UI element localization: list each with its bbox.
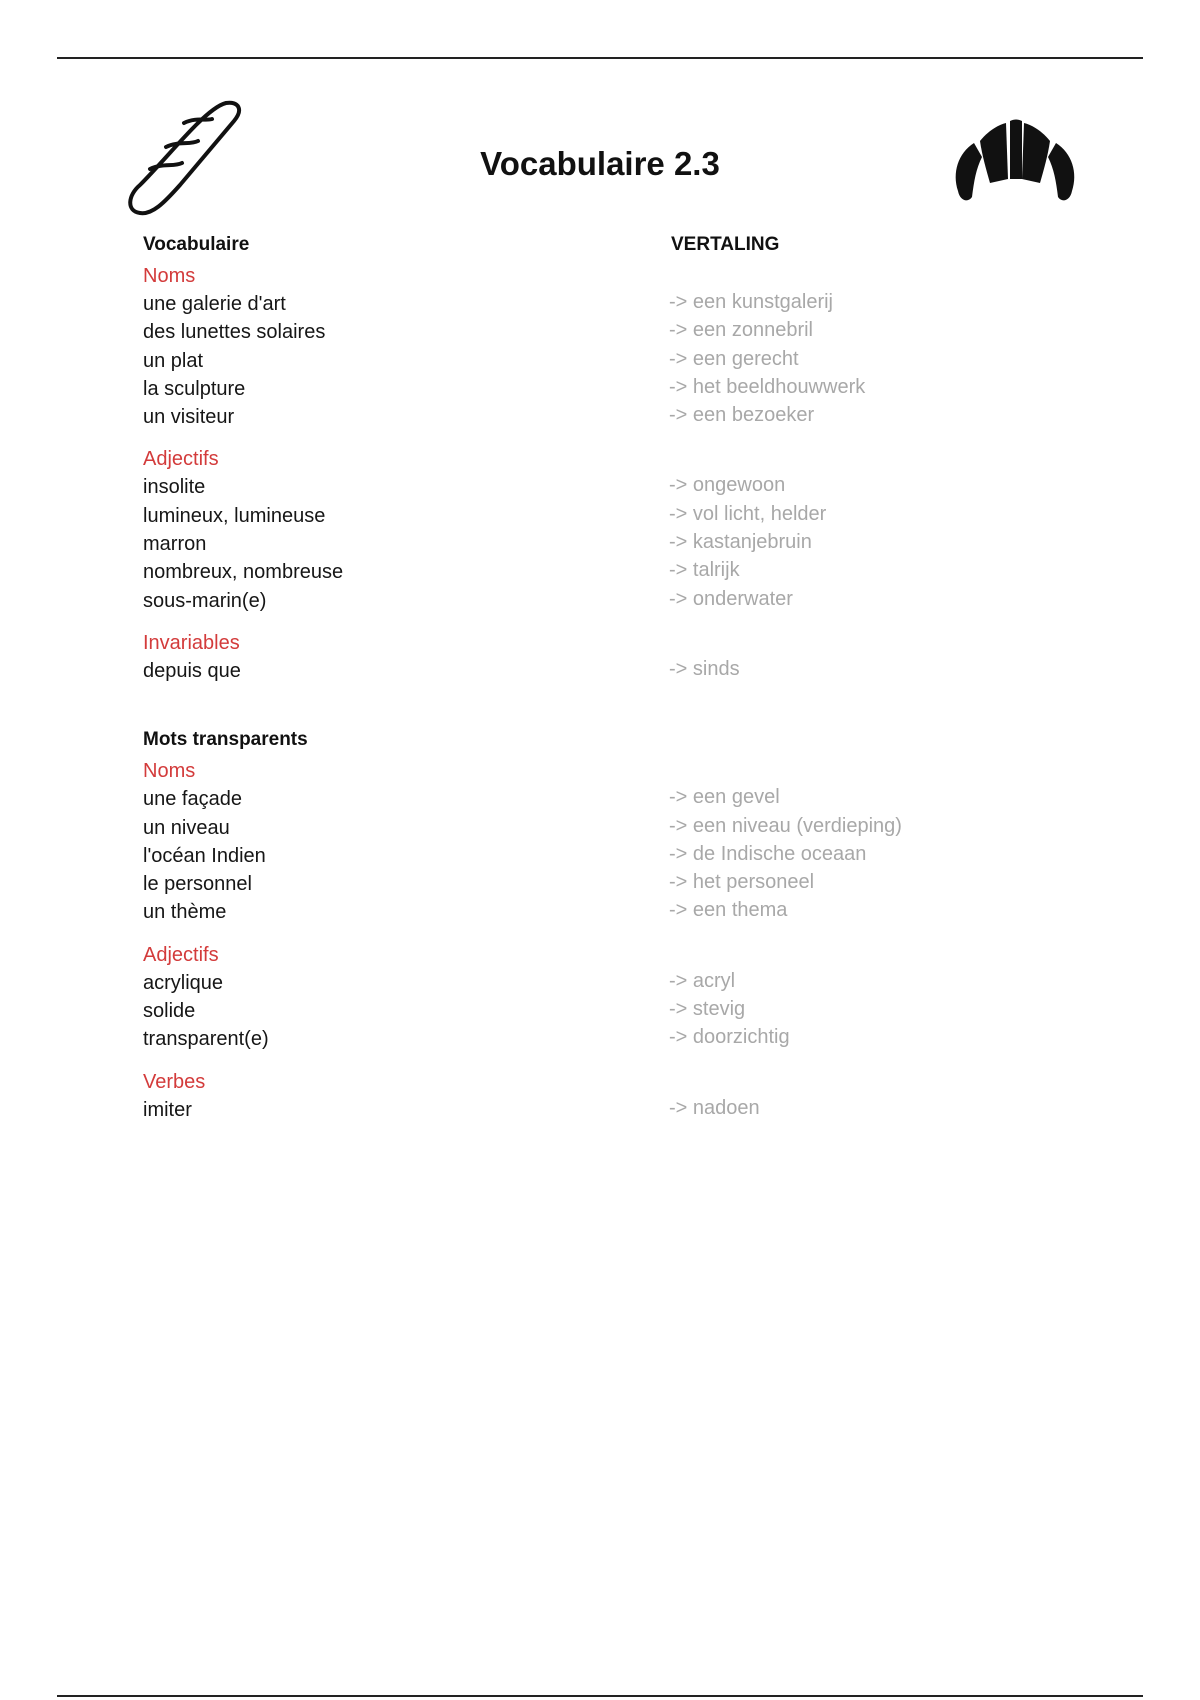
french-word: le personnel bbox=[143, 873, 252, 896]
french-word: acrylique bbox=[143, 971, 224, 994]
group-title: Verbes bbox=[143, 1070, 206, 1093]
french-word: transparent(e) bbox=[143, 1028, 269, 1051]
french-word: l'océan Indien bbox=[143, 844, 266, 867]
bottom-rule bbox=[57, 1695, 1143, 1697]
dutch-translation: -> een gevel bbox=[669, 786, 780, 809]
vocab-row bbox=[143, 347, 1143, 375]
dutch-translation: -> een zonnebril bbox=[669, 319, 813, 342]
dutch-translation: -> talrijk bbox=[669, 559, 740, 582]
french-word: sous-marin(e) bbox=[143, 589, 267, 612]
croissant-icon bbox=[950, 113, 1080, 208]
vocab-row bbox=[143, 969, 1143, 997]
french-word: marron bbox=[143, 533, 207, 556]
vocab-row bbox=[143, 657, 1143, 685]
french-word: insolite bbox=[143, 476, 206, 499]
french-word: des lunettes solaires bbox=[143, 321, 326, 344]
dutch-translation: -> het beeldhouwwerk bbox=[669, 375, 866, 398]
dutch-translation: -> een bezoeker bbox=[669, 404, 815, 427]
french-word: une galerie d'art bbox=[143, 293, 286, 315]
vocab-row bbox=[143, 530, 1143, 558]
top-rule bbox=[57, 57, 1143, 59]
group-adjectifs bbox=[143, 941, 1143, 1054]
vocab-row bbox=[143, 290, 1143, 318]
french-word: lumineux, lumineuse bbox=[143, 504, 326, 527]
group-verbes bbox=[143, 1068, 1143, 1124]
vocab-row bbox=[143, 898, 1143, 926]
vocab-row bbox=[143, 403, 1143, 431]
page-title: Vocabulaire 2.3 bbox=[480, 145, 720, 182]
section-heading: Vocabulaire bbox=[143, 234, 250, 255]
vocab-row bbox=[143, 558, 1143, 586]
vocab-row bbox=[143, 997, 1143, 1025]
french-word: une façade bbox=[143, 788, 242, 811]
group-noms bbox=[143, 262, 1143, 431]
dutch-translation: -> stevig bbox=[669, 998, 746, 1021]
group-title: Adjectifs bbox=[143, 943, 219, 966]
french-word: un thème bbox=[143, 901, 227, 924]
dutch-translation: -> ongewoon bbox=[669, 474, 786, 497]
group-title: Noms bbox=[143, 760, 196, 783]
dutch-translation: -> vol licht, helder bbox=[669, 502, 827, 525]
section-heading: Mots transparents bbox=[143, 729, 308, 751]
vocab-row bbox=[143, 814, 1143, 842]
vocab-row bbox=[143, 587, 1143, 615]
group-title: Noms bbox=[143, 265, 196, 287]
translation-column-heading: VERTALING bbox=[671, 234, 780, 255]
vocab-row bbox=[143, 473, 1143, 501]
dutch-translation: -> acryl bbox=[669, 969, 736, 992]
dutch-translation: -> nadoen bbox=[669, 1096, 760, 1119]
french-word: depuis que bbox=[143, 659, 241, 682]
dutch-translation: -> het personeel bbox=[669, 871, 815, 894]
section-spacer bbox=[143, 699, 1143, 729]
dutch-translation: -> een niveau (verdieping) bbox=[669, 814, 902, 837]
french-word: la sculpture bbox=[143, 377, 246, 400]
dutch-translation: -> kastanjebruin bbox=[669, 531, 812, 554]
section-vocabulaire bbox=[143, 234, 1143, 685]
page-header bbox=[0, 95, 1200, 225]
vocab-row bbox=[143, 318, 1143, 346]
french-word: un niveau bbox=[143, 816, 230, 839]
group-title: Adjectifs bbox=[143, 448, 219, 471]
vocabulary-content bbox=[143, 234, 1143, 1138]
section-header bbox=[143, 729, 1143, 757]
dutch-translation: -> sinds bbox=[669, 657, 740, 680]
section-header bbox=[143, 234, 1143, 262]
french-word: solide bbox=[143, 1000, 196, 1023]
french-word: nombreux, nombreuse bbox=[143, 561, 344, 584]
vocab-row bbox=[143, 1096, 1143, 1124]
group-invariables bbox=[143, 629, 1143, 685]
group-title: Invariables bbox=[143, 631, 240, 654]
vocab-row bbox=[143, 785, 1143, 813]
french-word: un visiteur bbox=[143, 406, 235, 429]
dutch-translation: -> een thema bbox=[669, 899, 788, 922]
group-adjectifs bbox=[143, 445, 1143, 614]
dutch-translation: -> een kunstgalerij bbox=[669, 291, 833, 313]
vocab-row bbox=[143, 1025, 1143, 1053]
vocab-row bbox=[143, 502, 1143, 530]
vocab-row bbox=[143, 870, 1143, 898]
french-word: un plat bbox=[143, 349, 204, 372]
dutch-translation: -> de Indische oceaan bbox=[669, 842, 867, 865]
french-word: imiter bbox=[143, 1098, 192, 1121]
group-noms bbox=[143, 757, 1143, 926]
dutch-translation: -> een gerecht bbox=[669, 347, 799, 370]
vocab-row bbox=[143, 375, 1143, 403]
dutch-translation: -> doorzichtig bbox=[669, 1026, 790, 1049]
dutch-translation: -> onderwater bbox=[669, 587, 793, 610]
vocab-row bbox=[143, 842, 1143, 870]
section-mots-transparents bbox=[143, 729, 1143, 1124]
